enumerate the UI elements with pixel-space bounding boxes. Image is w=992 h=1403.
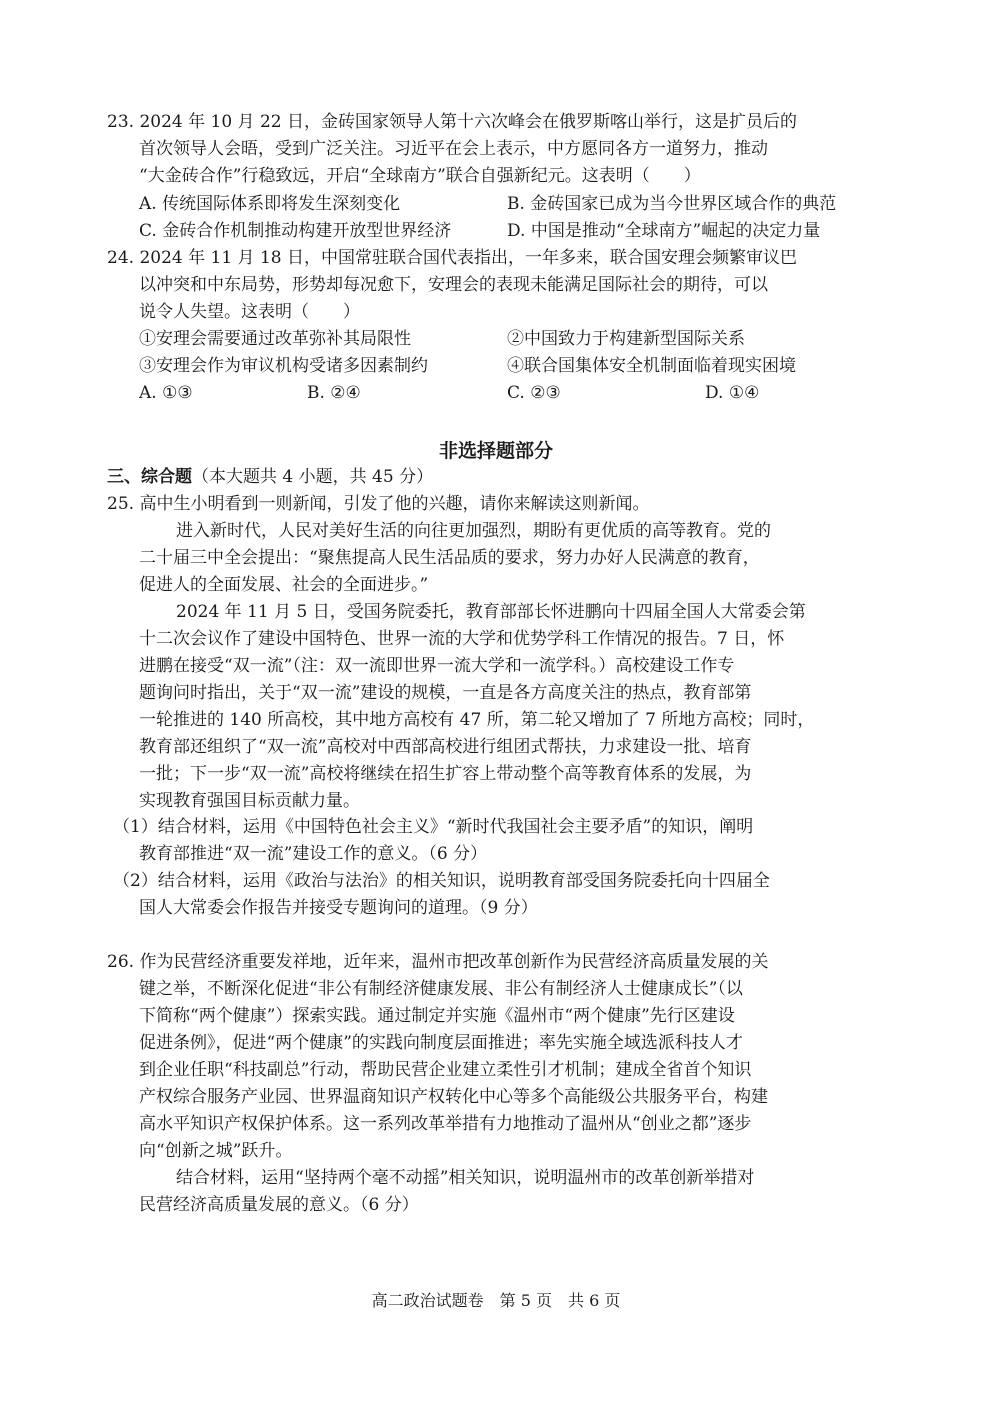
q24-line-3: 说令人失望。这表明（ ） (139, 302, 360, 322)
q25-sub1-line-2: 教育部推进“双一流”建设工作的意义。（6 分） (139, 844, 488, 864)
q24-option-a: A. ①③ (139, 383, 193, 403)
q24-option-b: B. ②④ (307, 383, 361, 403)
q24-option-d: D. ①④ (705, 383, 760, 403)
q23-option-b: B. 金砖国家已成为当今世界区域合作的典范 (507, 194, 837, 214)
q25-para2-line-8: 实现教育强国目标贡献力量。 (139, 791, 360, 811)
section-heading-note: （本大题共 4 小题，共 45 分） (192, 467, 434, 487)
q25-para2-line-2: 十二次会议作了建设中国特色、世界一流的大学和优势学科工作情况的报告。7 日，怀 (139, 629, 785, 649)
page-footer: 高二政治试题卷 第 5 页 共 6 页 (371, 1291, 621, 1310)
q26-line-3: 下简称“两个健康”）探索实践。通过制定并实施《温州市“两个健康”先行区建设 (139, 1006, 735, 1026)
q25-para2-line-1: 2024 年 11 月 5 日，受国务院委托，教育部部长怀进鹏向十四届全国人大常委会第 (176, 602, 806, 622)
q25-para2-line-6: 教育部还组织了“双一流”高校对中西部高校进行组团式帮扶，力求建设一批、培育 (139, 737, 752, 757)
q24-line-2: 以冲突和中东局势，形势却每况愈下，安理会的表现未能满足国际社会的期待，可以 (139, 275, 768, 295)
q23-line-1: 23. 2024 年 10 月 22 日，金砖国家领导人第十六次峰会在俄罗斯喀山举行，这是扩员后的 (107, 112, 797, 132)
q26-line-6: 产权综合服务产业园、世界温商知识产权转化中心等多个高能级公共服务平台，构建 (139, 1087, 768, 1107)
q25-sub1-line-1: （1）结合材料，运用《中国特色社会主义》“新时代我国社会主要矛盾”的知识，阐明 (113, 817, 754, 837)
q25-sub2-line-2: 国人大常委会作报告并接受专题询问的道理。（9 分） (139, 898, 538, 918)
q23-line-2: 首次领导人会晤，受到广泛关注。习近平在会上表示，中方愿同各方一道努力，推动 (139, 139, 768, 159)
q23-option-a: A. 传统国际体系即将发生深刻变化 (139, 194, 401, 214)
q26-line-2: 键之举，不断深化促进“非公有制经济健康发展、非公有制经济人士健康成长”（以 (139, 979, 743, 999)
q26-line-8: 向“创新之城”跃升。 (139, 1141, 293, 1161)
q26-line-7: 高水平知识产权保护体系。这一系列改革举措有力地推动了温州从“创业之都”逐步 (139, 1114, 752, 1134)
q25-para2-line-5: 一轮推进的 140 所高校，其中地方高校有 47 所，第二轮又增加了 7 所地方高校；同时， (139, 710, 815, 730)
section-title: 非选择题部分 (438, 440, 553, 462)
q25-sub2-line-1: （2）结合材料，运用《政治与法治》的相关知识，说明教育部受国务院委托向十四届全 (113, 871, 770, 891)
q25-para1-line-1: 进入新时代，人民对美好生活的向往更加强烈，期盼有更优质的高等教育。党的 (176, 521, 771, 541)
q25-para1-line-2: 二十届三中全会提出：“聚焦提高人民生活品质的要求，努力办好人民满意的教育， (139, 548, 760, 568)
q26-line-5: 到企业任职“科技副总”行动，帮助民营企业建立柔性引才机制；建成全省首个知识 (139, 1060, 752, 1080)
q24-line-1: 24. 2024 年 11 月 18 日，中国常驻联合国代表指出，一年多来，联合国安理会频繁审议巴 (107, 248, 797, 268)
q24-item-2: ②中国致力于构建新型国际关系 (507, 329, 745, 349)
q24-item-3: ③安理会作为审议机构受诸多因素制约 (139, 356, 428, 376)
q24-option-c: C. ②③ (507, 383, 561, 403)
q23-option-d: D. 中国是推动“全球南方”崛起的决定力量 (507, 221, 821, 241)
q24-item-4: ④联合国集体安全机制面临着现实困境 (507, 356, 796, 376)
q25-para1-line-3: 促进人的全面发展、社会的全面进步。” (139, 575, 429, 595)
q26-line-4: 促进条例》，促进“两个健康”的实践向制度层面推进；率先实施全域选派科技人才 (139, 1033, 743, 1053)
q25-para2-line-3: 进鹏在接受“双一流”（注：双一流即世界一流大学和一流学科。）高校建设工作专 (139, 656, 735, 676)
q23-option-c: C. 金砖合作机制推动构建开放型世界经济 (139, 221, 452, 241)
q25-para2-line-4: 题询问时指出，关于“双一流”建设的规模，一直是各方高度关注的热点，教育部第 (139, 683, 752, 703)
q24-item-1: ①安理会需要通过改革弥补其局限性 (139, 329, 411, 349)
section-heading-line (107, 465, 433, 491)
q26-question-line-1: 结合材料，运用“坚持两个毫不动摇”相关知识，说明温州市的改革创新举措对 (176, 1168, 755, 1188)
q23-line-3: “大金砖合作”行稳致远，开启“全球南方”联合自强新纪元。这表明（ ） (139, 166, 701, 186)
q26-question-line-2: 民营经济高质量发展的意义。（6 分） (139, 1195, 419, 1215)
section-heading: 三、综合题 (107, 467, 192, 487)
q25-para2-line-7: 一批；下一步“双一流”高校将继续在招生扩容上带动整个高等教育体系的发展，为 (139, 764, 752, 784)
q26-line-1: 26. 作为民营经济重要发祥地，近年来，温州市把改革创新作为民营经济高质量发展的关 (107, 952, 769, 972)
q25-stem: 25. 高中生小明看到一则新闻，引发了他的兴趣，请你来解读这则新闻。 (107, 494, 650, 514)
